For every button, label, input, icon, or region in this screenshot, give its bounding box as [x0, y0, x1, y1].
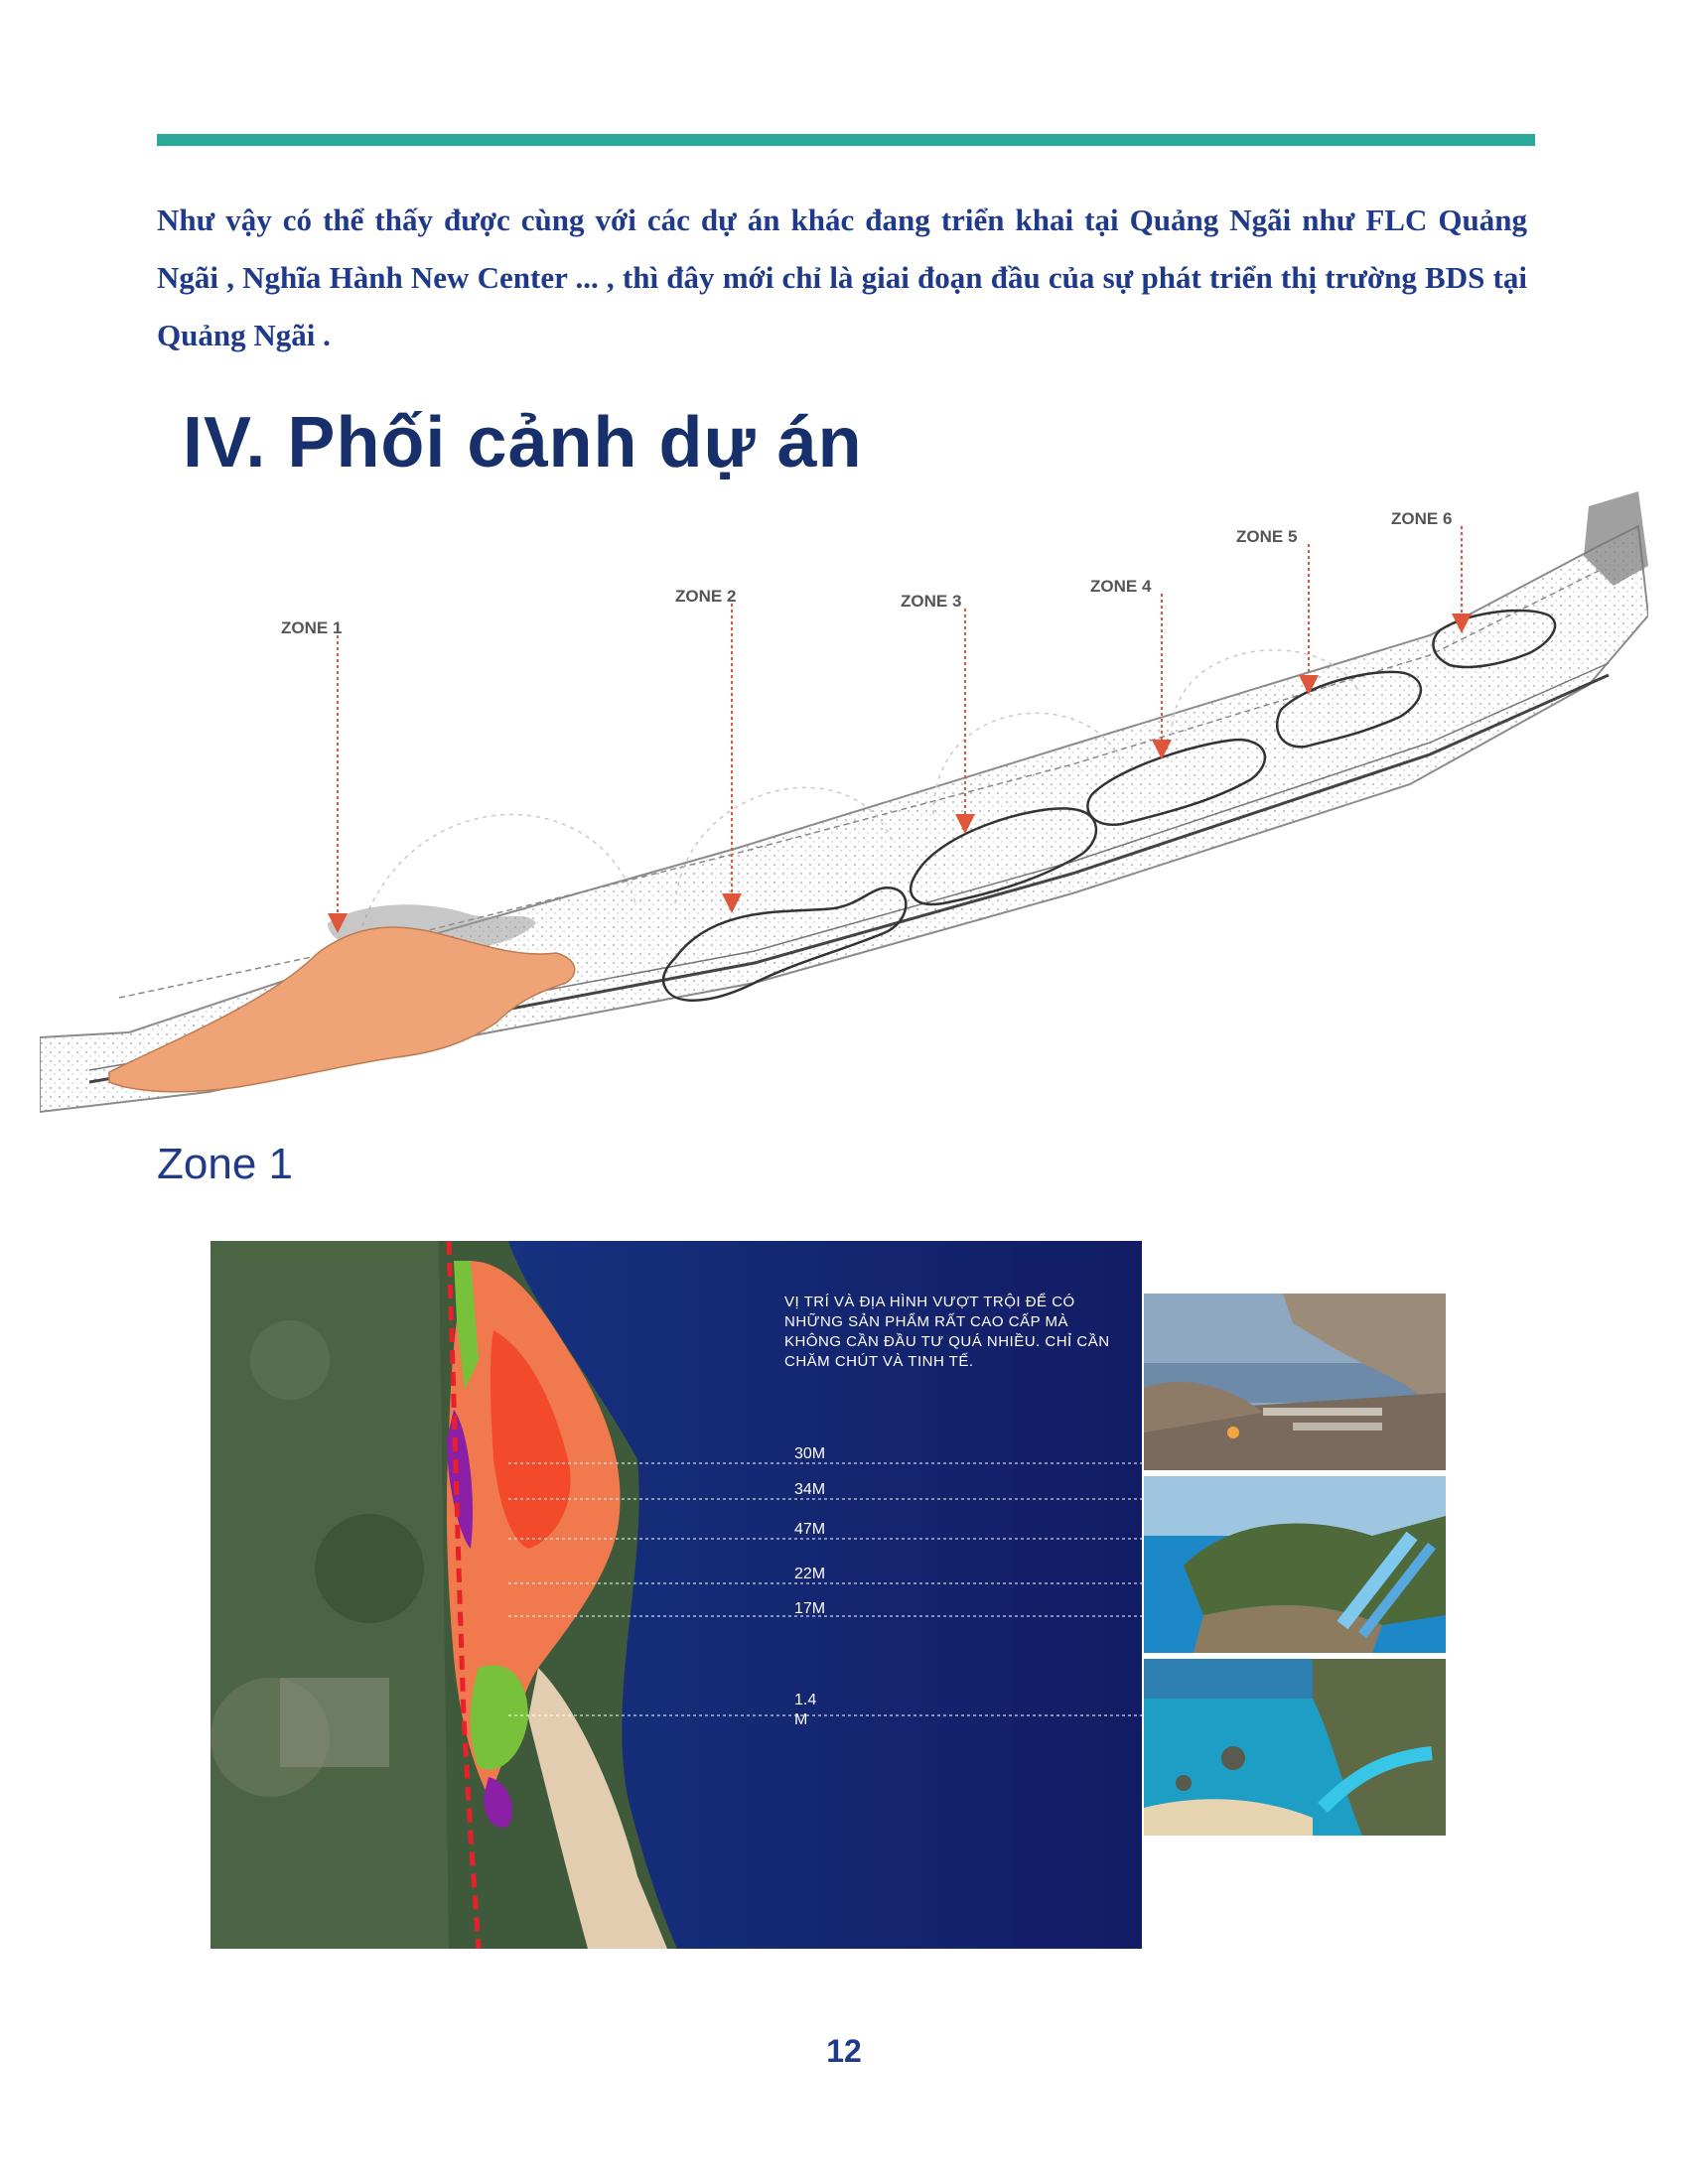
plan-note: VỊ TRÍ VÀ ĐỊA HÌNH VƯỢT TRỘI ĐỂ CÓ NHỮNG SẢN PHẨM RẤT CAO CẤP MÀ KHÔNG CẦN ĐẦU TƯ QUÁ NHIỀU. CHỈ CẦN CHĂM CHÚT VÀ TINH TẾ.	[784, 1294, 1110, 1370]
zone-1-area	[109, 927, 575, 1092]
elevation-label: 1.4	[794, 1692, 817, 1708]
zone-label: ZONE 2	[675, 587, 737, 606]
cliff-terrace-photo	[1144, 1294, 1446, 1470]
zone-label: ZONE 3	[901, 592, 962, 611]
zone-label: ZONE 5	[1236, 527, 1298, 546]
elevation-label: 17M	[794, 1600, 826, 1617]
header-rule	[157, 134, 1535, 146]
intro-paragraph: Như vậy có thể thấy được cùng với các dự án khác đang triển khai tại Quảng Ngãi như FLC Quảng Ngãi , Nghĩa Hành New Center ... , thì đây mới chỉ là giai đoạn đầu của sự phát triển thị trường BDS tại Quảng Ngãi .	[157, 203, 1527, 352]
waterslide-bay-photo	[1144, 1476, 1446, 1653]
elevation-label: 47M	[794, 1521, 826, 1538]
elevation-label: 22M	[794, 1566, 826, 1582]
infinity-pool-cove-photo	[1144, 1659, 1446, 1836]
zone-1-site-plan	[211, 1241, 1142, 1949]
elevation-label: 30M	[794, 1445, 826, 1462]
page-number: 12	[826, 2033, 862, 2069]
zone-master-plan	[40, 486, 1648, 1122]
zone-label: ZONE 4	[1090, 577, 1152, 596]
section-title: IV. Phối cảnh dự án	[183, 403, 863, 482]
zone-label: ZONE 6	[1391, 509, 1453, 528]
elevation-label: 34M	[794, 1481, 826, 1498]
zone-label: ZONE 1	[281, 618, 343, 637]
elevation-label: M	[794, 1711, 808, 1728]
zone-1-heading: Zone 1	[157, 1140, 293, 1188]
